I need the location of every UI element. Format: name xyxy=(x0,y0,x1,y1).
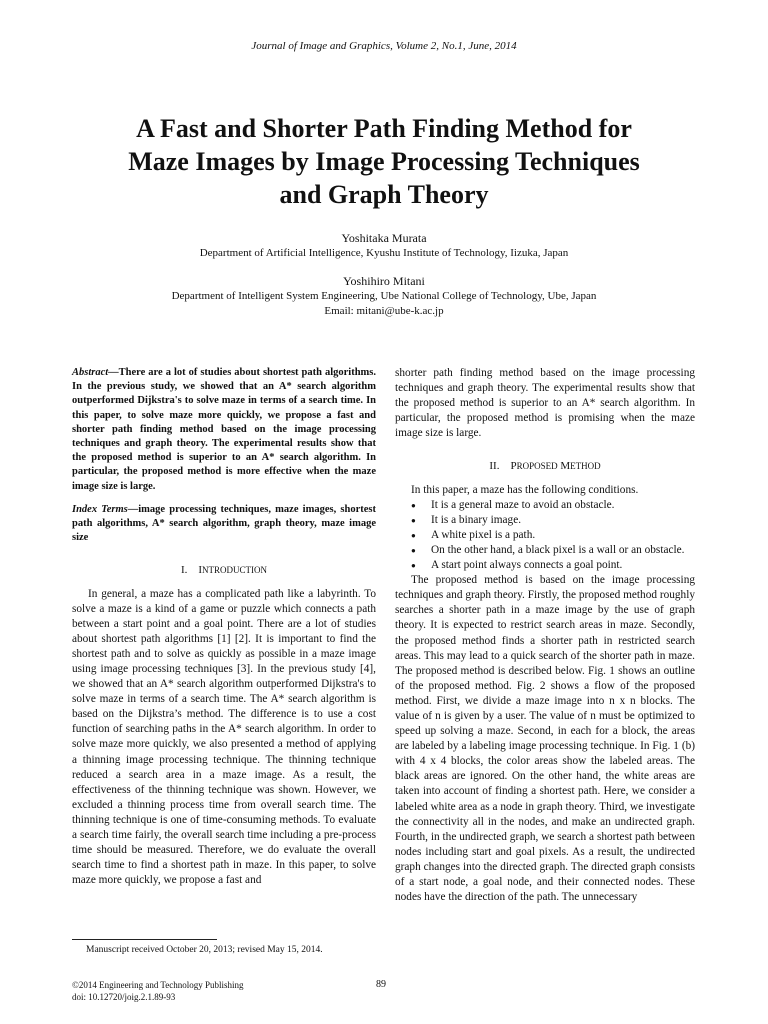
index-terms-text: —image processing techniques, maze images, shortest path algorithms, A* search algorithm, graph theory, maze image size xyxy=(72,503,376,544)
page-number: 89 xyxy=(376,979,386,990)
doi: doi: 10.12720/joig.2.1.89-93 xyxy=(72,992,176,1002)
list-item: ● A start point always connects a goal point. xyxy=(411,558,695,573)
author-block xyxy=(40,230,728,319)
author-email: Email: mitani@ube-k.ac.jp xyxy=(324,305,444,317)
intro-continued: shorter path finding method based on the image processing techniques and graph theory. The experimental results show that the proposed method is superior to an A* search algorithm. In particular, the proposed method is promising when the maze image size is large. xyxy=(395,367,695,440)
list-item: ● A white pixel is a path. xyxy=(411,528,695,543)
author-affiliation: Department of Intelligent System Engineering, Ube National College of Technology, Ube, Japan xyxy=(171,290,597,302)
author-affiliation: Department of Artificial Intelligence, Kyushu Institute of Technology, Iizuka, Japan xyxy=(199,247,569,259)
proposed-method-paragraph: The proposed method is based on the image processing techniques and graph theory. Firstly, the proposed method roughly searches a shorter path in a maze image by the use of graph theory. It is expected to restrict search areas in maze. Secondly, the proposed method finds a shorter path in restricted search areas. This may lead to a quick search of the shorter path in maze. The proposed method is described below. Fig. 1 shows an outline of the proposed method. Fig. 2 shows a flow of the proposed method. First, we divide a maze image into n x n blocks. The value of n is given by a user. The value of n must be optimized to speed up solving a maze. Second, in each for a block, the areas are labeled by a labeling image processing technique. In Fig. 1 (b) with 4 x 4 blocks, the color areas show the labeled areas. The black areas are ignored. On the other hand, the white areas are taken into account of finding a shortest path. Here, we consider a labeled white area as a node in graph theory. Third, we investigate the connectivity all in the nodes, and make an undirected graph. Fourth, in the undirected graph, we search a shortest path between nodes including start and goal pixels. As a result, the undirected graph changes into the directed graph. The directed graph consists of a start node, a goal node, and their connected nodes. These nodes have the direction of the path. The unnecessary xyxy=(395,574,695,904)
abstract-label: Abstract xyxy=(72,367,109,378)
author-name: Yoshitaka Murata xyxy=(341,231,427,245)
journal-header: Journal of Image and Graphics, Volume 2, No.1, June, 2014 xyxy=(251,40,517,52)
footnote-divider xyxy=(72,939,217,940)
conditions-intro: In this paper, a maze has the following conditions. xyxy=(411,483,639,496)
right-column xyxy=(395,366,695,905)
copyright: ©2014 Engineering and Technology Publishing xyxy=(72,980,244,990)
intro-paragraph: In general, a maze has a complicated path like a labyrinth. To solve a maze is a kind of a game or puzzle which connects a path between a start point and a goal point. There are a lot of studies about shortest path algorithms [1] [2]. It is important to find the shortest path and to solve as quickly as possible in a maze image using image processing techniques [3]. In the previous study [4], we showed that an A* search algorithm outperformed Dijkstra's to solve maze in terms of a search time. The A* search algorithm is based on the Dijkstra’s method. The difference is to use a cost function of searching paths in the A* search algorithm. In order to solve maze more quickly, we also presented a method of applying a thinning image processing technique. The thinning technique reduced a search area in a maze image. As a result, the effectiveness of the thinning technique was shown. However, we excluded a thinning process time from overall search time. The thinning technique is one of time-consuming methods. To evaluate a search time fairly, the overall search time including a pre-process time should be measured. Therefore, we do evaluate the overall search time to find a shortest path in maze. In this paper, to solve maze more quickly, we propose a fast and xyxy=(72,587,376,887)
abstract xyxy=(72,366,376,494)
paper-title xyxy=(80,112,688,211)
section-heading-proposed-method: II. PROPOSED METHOD xyxy=(489,460,601,473)
footnote: Manuscript received October 20, 2013; revised May 15, 2014. xyxy=(86,945,323,955)
author-name: Yoshihiro Mitani xyxy=(343,274,425,288)
list-item: ● It is a binary image. xyxy=(411,513,695,528)
conditions-list xyxy=(411,498,695,573)
footer-publisher xyxy=(72,979,244,1003)
index-terms xyxy=(72,503,376,546)
list-item: ● It is a general maze to avoid an obstacle. xyxy=(411,498,695,513)
list-item: ● On the other hand, a black pixel is a wall or an obstacle. xyxy=(411,543,695,558)
left-column xyxy=(72,366,376,888)
title-line: and Graph Theory xyxy=(279,180,489,209)
title-line: Maze Images by Image Processing Techniques xyxy=(128,147,640,176)
section-heading-introduction: I. INTRODUCTION xyxy=(180,564,268,577)
index-terms-label: Index Terms xyxy=(72,503,128,515)
abstract-text: —There are a lot of studies about shortest path algorithms. In the previous study, we showed that an A* search algorithm outperformed Dijkstra's to solve maze in terms of a search time. In this paper, to solve maze more quickly, we propose a fast and shorter path finding method based on the image processing techniques and graph theory. The experimental results show that the proposed method is superior to an A* search algorithm. In particular, the proposed method is more effective when the maze image size is large. xyxy=(72,367,376,492)
title-line: A Fast and Shorter Path Finding Method for xyxy=(136,114,632,143)
